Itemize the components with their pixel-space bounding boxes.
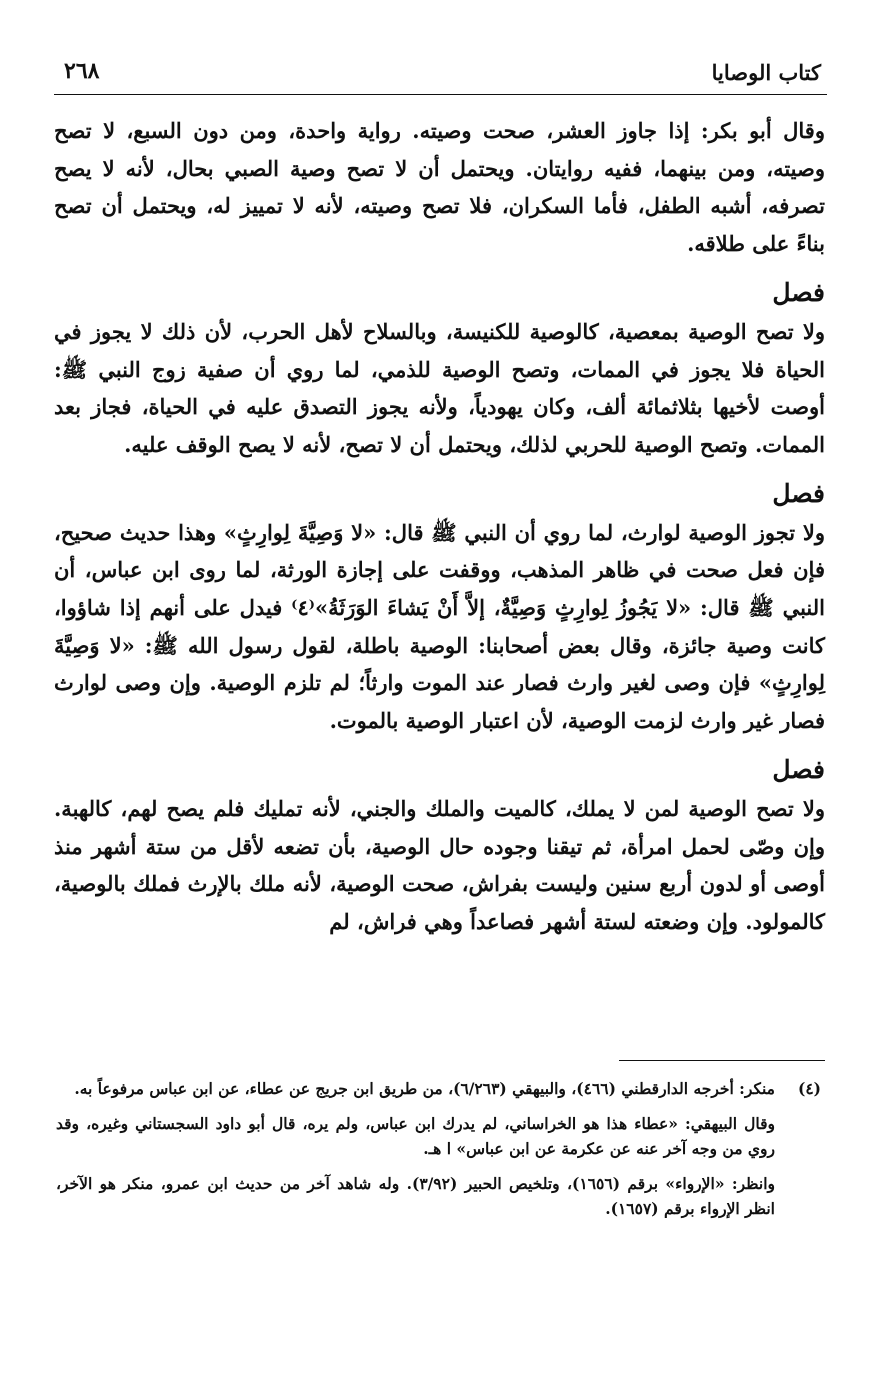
main-text: [54, 112, 825, 941]
paragraph-2: ولا تصح الوصية بمعصية، كالوصية للكنيسة، وبالسلاح لأهل الحرب، لأن ذلك لا يجوز في الحياة فلا يجوز في الممات، وتصح الوصية للذمي، لما روي أن صفية زوج النبي ﷺ: أوصت لأخيها بثلاثمائة ألف، وكان يهودياً، ولأنه يجوز التصدق عليه في الحياة، فجاز بعد الممات. وتصح الوصية للحربي لذلك، ويحتمل أن لا تصح، لأنه لا يصح الوقف عليه.: [54, 318, 825, 457]
footnote-text-2: وقال البيهقي: «عطاء هذا هو الخراساني، لم يدرك ابن عباس، ولم يره، قال أبو داود السجستاني وغيره، وقد روي من وجه آخر عنه عن عكرمة عن ابن عباس» ا هـ.: [56, 1114, 775, 1158]
running-title: كتاب الوصايا: [711, 60, 821, 85]
footnote-4: [56, 1076, 821, 1101]
page-header: [54, 58, 827, 95]
footnote-separator: [619, 1060, 825, 1061]
section-heading-3: فصل: [772, 754, 825, 784]
paragraph-4: ولا تصح الوصية لمن لا يملك، كالميت والملك والجني، لأنه تمليك فلم يصح لهم، كالهبة. وإن وصّى لحمل امرأة، ثم تيقنا وجوده حال الوصية، بأن تضعه لأقل من ستة أشهر منذ أوصى أو لدون أربع سنين وليست بفراش، صحت الوصية، لأنه ملك بالإرث فملك بالوصية، كالمولود. وإن وضعته لستة أشهر فصاعداً وهي فراش، لم: [54, 795, 825, 934]
page-number: ٢٦٨: [64, 58, 100, 84]
paragraph-1: وقال أبو بكر: إذا جاوز العشر، صحت وصيته. رواية واحدة، ومن دون السبع، لا تصح وصيته، ومن بينهما، ففيه روايتان. ويحتمل أن لا تصح وصية الصبي بحال، لأنه لا يصح تصرفه، أشبه الطفل، فأما السكران، فلا تصح وصيته، لأنه لا تمييز له، ويحتمل أن تصح بناءً على طلاقه.: [54, 118, 825, 257]
section-heading-1: فصل: [772, 277, 825, 307]
footnotes: [56, 1076, 821, 1231]
footnote-text-3: وانظر: «الإرواء» برقم (١٦٥٦)، وتلخيص الحبير (٣/٩٢). وله شاهد آخر من حديث ابن عمرو، منكر هو الآخر، انظر الإرواء برقم (١٦٥٧).: [56, 1174, 775, 1218]
footnote-number: (٤): [797, 1079, 821, 1098]
section-heading-2: فصل: [772, 478, 825, 508]
paragraph-3: ولا تجوز الوصية لوارث، لما روي أن النبي ﷺ قال: «لا وَصِيَّةَ لِوارِثٍ» وهذا حديث صحيح، فإن فعل صحت في ظاهر المذهب، ووقفت على إجازة الورثة، لما روى ابن عباس، أن النبي ﷺ قال: «لا يَجُوزُ لِوارِثٍ وَصِيَّةٌ، إلاَّ أَنْ يَشاءَ الوَرَثَةُ»⁽٤⁾ فيدل على أنهم إذا شاؤوا، كانت وصية جائزة، وقال بعض أصحابنا: الوصية باطلة، لقول رسول الله ﷺ: «لا وَصِيَّةَ لِوارِثٍ» فإن وصى لغير وارث فصار عند الموت وارثاً؛ لم تلزم الوصية. وإن وصى لوارث فصار غير وارث لزمت الوصية، لأن اعتبار الوصية بالموت.: [54, 519, 825, 734]
footnote-text-1: منكر: أخرجه الدارقطني (٤٦٦)، والبيهقي (٦/٢٦٣)، من طريق ابن جريج عن عطاء، عن ابن عباس مرفوعاً به.: [74, 1079, 775, 1098]
